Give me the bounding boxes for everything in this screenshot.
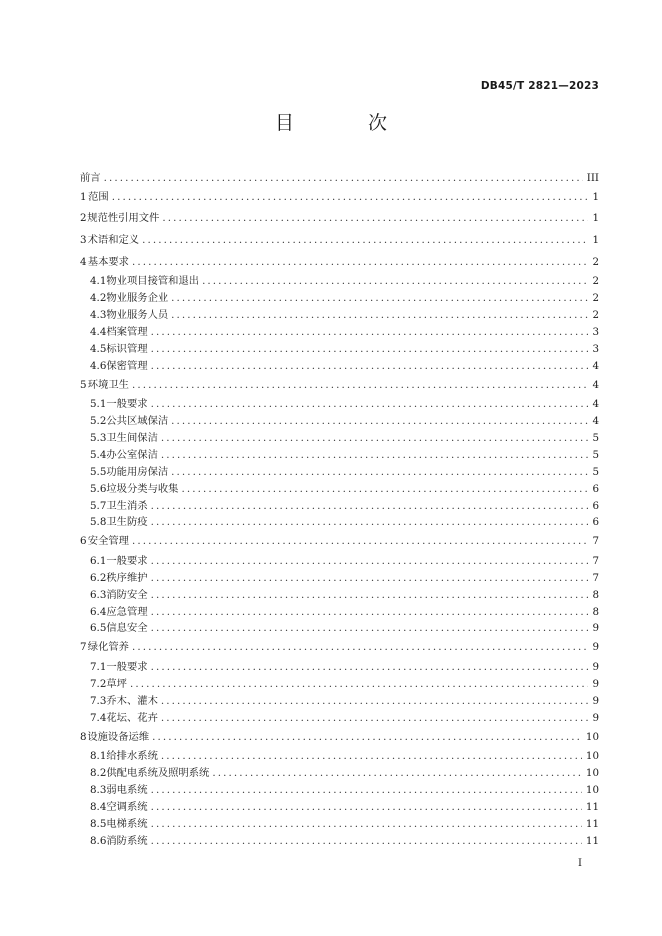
toc-leader-dots <box>151 570 589 587</box>
toc-entry-title: 电梯系统 <box>106 817 148 830</box>
toc-entry[interactable] <box>80 676 599 693</box>
toc-leader-dots <box>171 307 588 324</box>
toc-leader-dots <box>151 816 582 833</box>
toc-entry-page: 11 <box>585 834 599 847</box>
toc-entry-title: 卫生防疫 <box>106 516 148 529</box>
toc-leader-dots <box>151 620 589 637</box>
toc-entry[interactable] <box>80 170 599 187</box>
toc-leader-dots <box>132 531 588 553</box>
toc-entry-title: 乔木、灌木 <box>106 694 158 707</box>
toc-entry-page: 8 <box>592 605 599 618</box>
toc-entry-number: 6.3 <box>90 588 107 601</box>
toc-entry[interactable] <box>80 587 599 604</box>
page-number: I <box>578 858 582 869</box>
toc-entry-page: 5 <box>592 448 599 461</box>
toc-leader-dots <box>161 748 582 765</box>
toc-leader-dots <box>181 481 588 498</box>
toc-entry-title: 环境卫生 <box>87 378 129 391</box>
toc-entry-page: 7 <box>592 554 599 567</box>
toc-leader-dots <box>171 413 588 430</box>
toc-entry-number: 4.1 <box>90 275 107 288</box>
toc-leader-dots <box>161 693 589 710</box>
toc-entry-title: 给排水系统 <box>106 750 158 763</box>
toc-leader-dots <box>104 170 583 187</box>
standard-code: DB45/T 2821—2023 <box>480 80 599 92</box>
toc-entry[interactable] <box>80 782 599 799</box>
toc-entry-title: 卫生间保洁 <box>106 431 158 444</box>
toc-entry-page: 10 <box>585 730 599 743</box>
toc-entry-page: 6 <box>592 482 599 495</box>
toc-entry-number: 5.3 <box>90 431 107 444</box>
toc-entry-title: 消防安全 <box>106 588 148 601</box>
toc-entry-number: 1 <box>80 190 87 203</box>
toc-entry-page: 4 <box>592 378 599 391</box>
toc-entry-title: 供配电系统及照明系统 <box>106 767 210 780</box>
toc-entry-page: 3 <box>592 342 599 355</box>
toc-entry[interactable] <box>80 324 599 341</box>
toc-leader-dots <box>151 514 589 531</box>
toc-entry[interactable] <box>80 307 599 324</box>
toc-entry[interactable] <box>80 710 599 727</box>
toc-leader-dots <box>151 498 589 515</box>
toc-entry-number: 5 <box>80 378 87 391</box>
toc-entry[interactable] <box>80 447 599 464</box>
toc-entry-number: 8 <box>80 730 87 743</box>
toc-leader-dots <box>161 430 589 447</box>
toc-entry-page: 3 <box>592 325 599 338</box>
toc-entry[interactable] <box>80 833 599 850</box>
toc-entry-title: 草坪 <box>106 677 127 690</box>
toc-entry[interactable] <box>80 413 599 430</box>
toc-entry[interactable] <box>80 748 599 765</box>
table-of-contents <box>80 170 599 849</box>
toc-entry[interactable] <box>80 637 599 659</box>
toc-entry-title: 保密管理 <box>106 359 148 372</box>
toc-entry-page: 10 <box>585 767 599 780</box>
toc-entry-number: 6.4 <box>90 605 107 618</box>
toc-entry-title: 功能用房保洁 <box>106 465 169 478</box>
toc-entry-number: 5.5 <box>90 465 107 478</box>
toc-entry-number: 6.2 <box>90 571 107 584</box>
toc-entry-title: 物业项目接管和退出 <box>106 275 200 288</box>
toc-entry[interactable] <box>80 659 599 676</box>
toc-entry-title: 空调系统 <box>106 800 148 813</box>
toc-entry-number: 5.7 <box>90 499 107 512</box>
toc-entry-number: 5.4 <box>90 448 107 461</box>
toc-entry-number: 8.5 <box>90 817 107 830</box>
toc-leader-dots <box>161 447 589 464</box>
toc-entry[interactable] <box>80 187 599 209</box>
toc-entry-number: 6 <box>80 535 87 548</box>
toc-leader-dots <box>151 799 582 816</box>
toc-leader-dots <box>212 765 582 782</box>
toc-entry-title: 前言 <box>80 172 101 184</box>
toc-entry[interactable] <box>80 604 599 621</box>
toc-title: 目 次 <box>274 112 422 134</box>
toc-entry-number: 4.3 <box>90 309 107 322</box>
toc-entry-title: 标识管理 <box>106 342 148 355</box>
toc-entry-number: 4.2 <box>90 292 107 305</box>
toc-entry-number: 4 <box>80 255 87 268</box>
toc-entry-title: 一般要求 <box>106 554 148 567</box>
toc-entry-page: 9 <box>592 677 599 690</box>
toc-entry-number: 7.2 <box>90 677 107 690</box>
toc-entry[interactable] <box>80 252 599 274</box>
toc-entry-number: 8.6 <box>90 834 107 847</box>
toc-leader-dots <box>151 341 589 358</box>
toc-entry-title: 术语和定义 <box>87 234 140 247</box>
toc-leader-dots <box>142 230 588 252</box>
toc-entry-number: 6.1 <box>90 554 107 567</box>
toc-entry-number: 7 <box>80 641 87 654</box>
toc-entry-title: 物业服务企业 <box>106 292 169 305</box>
toc-entry-page: 1 <box>592 212 599 225</box>
toc-entry[interactable] <box>80 273 599 290</box>
toc-leader-dots <box>151 358 589 375</box>
toc-entry-page: 9 <box>592 711 599 724</box>
toc-entry[interactable] <box>80 358 599 375</box>
toc-entry-page: III <box>586 172 599 184</box>
toc-entry[interactable] <box>80 498 599 515</box>
toc-entry-title: 范围 <box>88 190 109 203</box>
toc-entry-page: 2 <box>592 309 599 322</box>
toc-entry-title: 档案管理 <box>106 325 148 338</box>
toc-entry[interactable] <box>80 570 599 587</box>
toc-leader-dots <box>202 273 588 290</box>
toc-entry-page: 1 <box>592 234 599 247</box>
toc-entry[interactable] <box>80 208 599 230</box>
toc-entry-title: 消防系统 <box>106 834 148 847</box>
toc-entry-page: 2 <box>592 275 599 288</box>
toc-entry-page: 2 <box>592 255 599 268</box>
toc-entry-number: 5.2 <box>90 415 107 428</box>
toc-entry[interactable] <box>80 765 599 782</box>
toc-entry-title: 应急管理 <box>106 605 148 618</box>
toc-entry-page: 1 <box>592 190 599 203</box>
toc-entry-title: 物业服务人员 <box>106 309 169 322</box>
toc-entry-number: 5.8 <box>90 516 107 529</box>
toc-entry-number: 4.5 <box>90 342 107 355</box>
toc-entry-page: 10 <box>585 783 599 796</box>
toc-entry-page: 4 <box>592 359 599 372</box>
toc-entry-number: 6.5 <box>90 622 107 635</box>
toc-entry-page: 8 <box>592 588 599 601</box>
toc-entry[interactable] <box>80 799 599 816</box>
toc-entry-number: 8.1 <box>90 750 107 763</box>
toc-entry-page: 9 <box>592 660 599 673</box>
toc-entry-page: 9 <box>592 622 599 635</box>
toc-leader-dots <box>112 187 589 209</box>
toc-entry[interactable] <box>80 481 599 498</box>
toc-leader-dots <box>171 290 588 307</box>
toc-entry-page: 9 <box>592 694 599 707</box>
toc-entry-title: 花坛、花卉 <box>106 711 158 724</box>
toc-entry-page: 7 <box>592 535 599 548</box>
toc-entry[interactable] <box>80 620 599 637</box>
toc-leader-dots <box>151 324 589 341</box>
toc-entry-number: 4.6 <box>90 359 107 372</box>
toc-entry[interactable] <box>80 464 599 481</box>
toc-entry-number: 5.6 <box>90 482 107 495</box>
toc-entry-page: 4 <box>592 415 599 428</box>
toc-entry[interactable] <box>80 727 599 749</box>
toc-leader-dots <box>161 710 589 727</box>
toc-leader-dots <box>151 604 589 621</box>
toc-leader-dots <box>132 252 588 274</box>
toc-entry-number: 7.1 <box>90 660 107 673</box>
toc-entry-page: 4 <box>592 398 599 411</box>
toc-entry-number: 5.1 <box>90 398 107 411</box>
toc-entry[interactable] <box>80 430 599 447</box>
toc-leader-dots <box>152 727 582 749</box>
toc-entry[interactable] <box>80 553 599 570</box>
toc-entry-page: 6 <box>592 516 599 529</box>
toc-entry-title: 办公室保洁 <box>106 448 158 461</box>
toc-entry-page: 10 <box>585 750 599 763</box>
toc-leader-dots <box>130 676 588 693</box>
toc-leader-dots <box>151 587 589 604</box>
toc-entry-title: 设施设备运维 <box>87 730 150 743</box>
toc-entry[interactable] <box>80 341 599 358</box>
toc-entry[interactable] <box>80 230 599 252</box>
toc-leader-dots <box>171 464 588 481</box>
toc-entry-title: 弱电系统 <box>106 783 148 796</box>
toc-leader-dots <box>151 833 582 850</box>
toc-entry[interactable] <box>80 396 599 413</box>
toc-leader-dots <box>132 375 588 397</box>
toc-entry[interactable] <box>80 514 599 531</box>
toc-leader-dots <box>151 659 589 676</box>
toc-entry-number: 7.3 <box>90 694 107 707</box>
toc-entry-number: 7.4 <box>90 711 107 724</box>
toc-entry[interactable] <box>80 375 599 397</box>
toc-entry-title: 规范性引用文件 <box>87 212 160 225</box>
toc-entry-number: 8.4 <box>90 800 107 813</box>
toc-entry-title: 一般要求 <box>106 660 148 673</box>
toc-entry-title: 信息安全 <box>106 622 148 635</box>
toc-entry-title: 绿化管养 <box>87 641 129 654</box>
toc-leader-dots <box>162 208 588 230</box>
toc-entry-title: 秩序维护 <box>106 571 148 584</box>
toc-entry-number: 3 <box>80 234 87 247</box>
toc-entry-page: 11 <box>585 817 599 830</box>
toc-entry[interactable] <box>80 290 599 307</box>
toc-entry-page: 5 <box>592 465 599 478</box>
toc-entry-title: 公共区域保洁 <box>106 415 169 428</box>
toc-entry-page: 11 <box>585 800 599 813</box>
toc-entry[interactable] <box>80 531 599 553</box>
toc-entry-number: 8.3 <box>90 783 107 796</box>
toc-entry-title: 卫生消杀 <box>106 499 148 512</box>
toc-entry-page: 9 <box>592 641 599 654</box>
toc-entry-title: 安全管理 <box>87 535 129 548</box>
toc-entry-number: 4.4 <box>90 325 107 338</box>
toc-entry-title: 基本要求 <box>87 255 129 268</box>
toc-leader-dots <box>151 553 589 570</box>
toc-leader-dots <box>151 396 589 413</box>
toc-entry-number: 8.2 <box>90 767 107 780</box>
toc-entry-number: 2 <box>80 212 87 225</box>
toc-entry-page: 6 <box>592 499 599 512</box>
toc-leader-dots <box>132 637 588 659</box>
toc-entry[interactable] <box>80 693 599 710</box>
toc-entry-title: 垃圾分类与收集 <box>106 482 179 495</box>
toc-entry-title: 一般要求 <box>106 398 148 411</box>
toc-entry-page: 5 <box>592 431 599 444</box>
toc-entry-page: 2 <box>592 292 599 305</box>
toc-entry[interactable] <box>80 816 599 833</box>
toc-leader-dots <box>151 782 582 799</box>
toc-entry-page: 7 <box>592 571 599 584</box>
